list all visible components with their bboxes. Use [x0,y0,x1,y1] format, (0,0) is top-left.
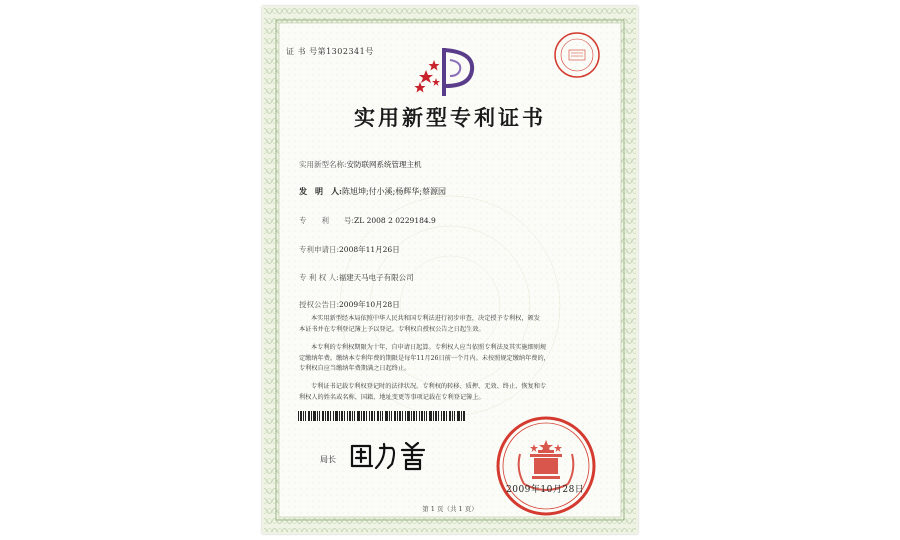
patent-certificate [262,6,638,534]
paragraph-term [299,343,599,375]
utility-model-name-value: 安防联网系统管理主机 [346,160,422,169]
patent-number-value: ZL 2008 2 0229184.9 [354,216,436,225]
paragraph-line: 利权人的姓名或名称、国籍、地址变更等事项记载在专利登记簿上。 [299,393,485,401]
small-red-stamp [552,30,602,80]
utility-model-name-label: 实用新型名称: [299,160,347,169]
certificate-title: 实用新型专利证书 [354,105,546,130]
seal-date: 2009年10月28日 [506,485,585,495]
inventor-value: 陈旭坤;付小溪;杨辉华;蔡源园 [341,187,447,196]
paragraph-line: 本专利的专利权期限为十年，自申请日起算。专利权人应当依照专利法及其实施细则规 [311,344,547,351]
barcode [298,411,466,421]
patent-holder-label: 专 利 权 人: [299,273,339,282]
patent-holder-value: 福建天马电子有限公司 [338,273,414,282]
official-red-seal [494,414,598,518]
filing-date-value: 2008年11月26日 [339,245,400,254]
filing-date-label: 专利申请日: [299,245,340,254]
paragraph-legal-status [299,382,599,403]
inventor-field [299,186,446,197]
patent-number-field [299,215,436,226]
grant-date-label: 授权公告日: [299,300,340,309]
certificate-number: 证 书 号第1302341号 [286,47,374,56]
utility-model-name-field [299,159,422,170]
page-footer: 第 1 页（共 1 页） [422,505,478,513]
patent-holder-field [299,272,414,283]
patent-office-emblem-icon [412,42,482,100]
paragraph-line: 本证书并在专利登记簿上予以登记。专利权自授权公告之日起生效。 [299,325,485,333]
paragraph-line: 本实用新型经本局依照中华人民共和国专利法进行初步审查，决定授予专利权，颁发 [311,315,540,322]
paragraph-grant [299,314,599,335]
paragraph-line: 专利权自应当缴纳年费期满之日起终止。 [299,365,411,372]
filing-date-field [299,244,400,255]
handwritten-signature [346,438,436,472]
inventor-label: 发 明 人: [299,186,342,196]
patent-number-label: 专 利 号: [299,216,355,225]
grant-date-field [299,299,400,310]
director-label: 局长 [320,455,336,464]
paragraph-line: 专利证书记载专利权登记时的法律状况。专利权的转移、质押、无效、终止、恢复和专 [311,383,547,390]
paragraph-line: 定缴纳年费。缴纳本专利年费的期限是每年11月26日前一个月内。未按照规定缴纳年费的， [299,354,550,362]
grant-date-value: 2009年10月28日 [339,300,400,309]
